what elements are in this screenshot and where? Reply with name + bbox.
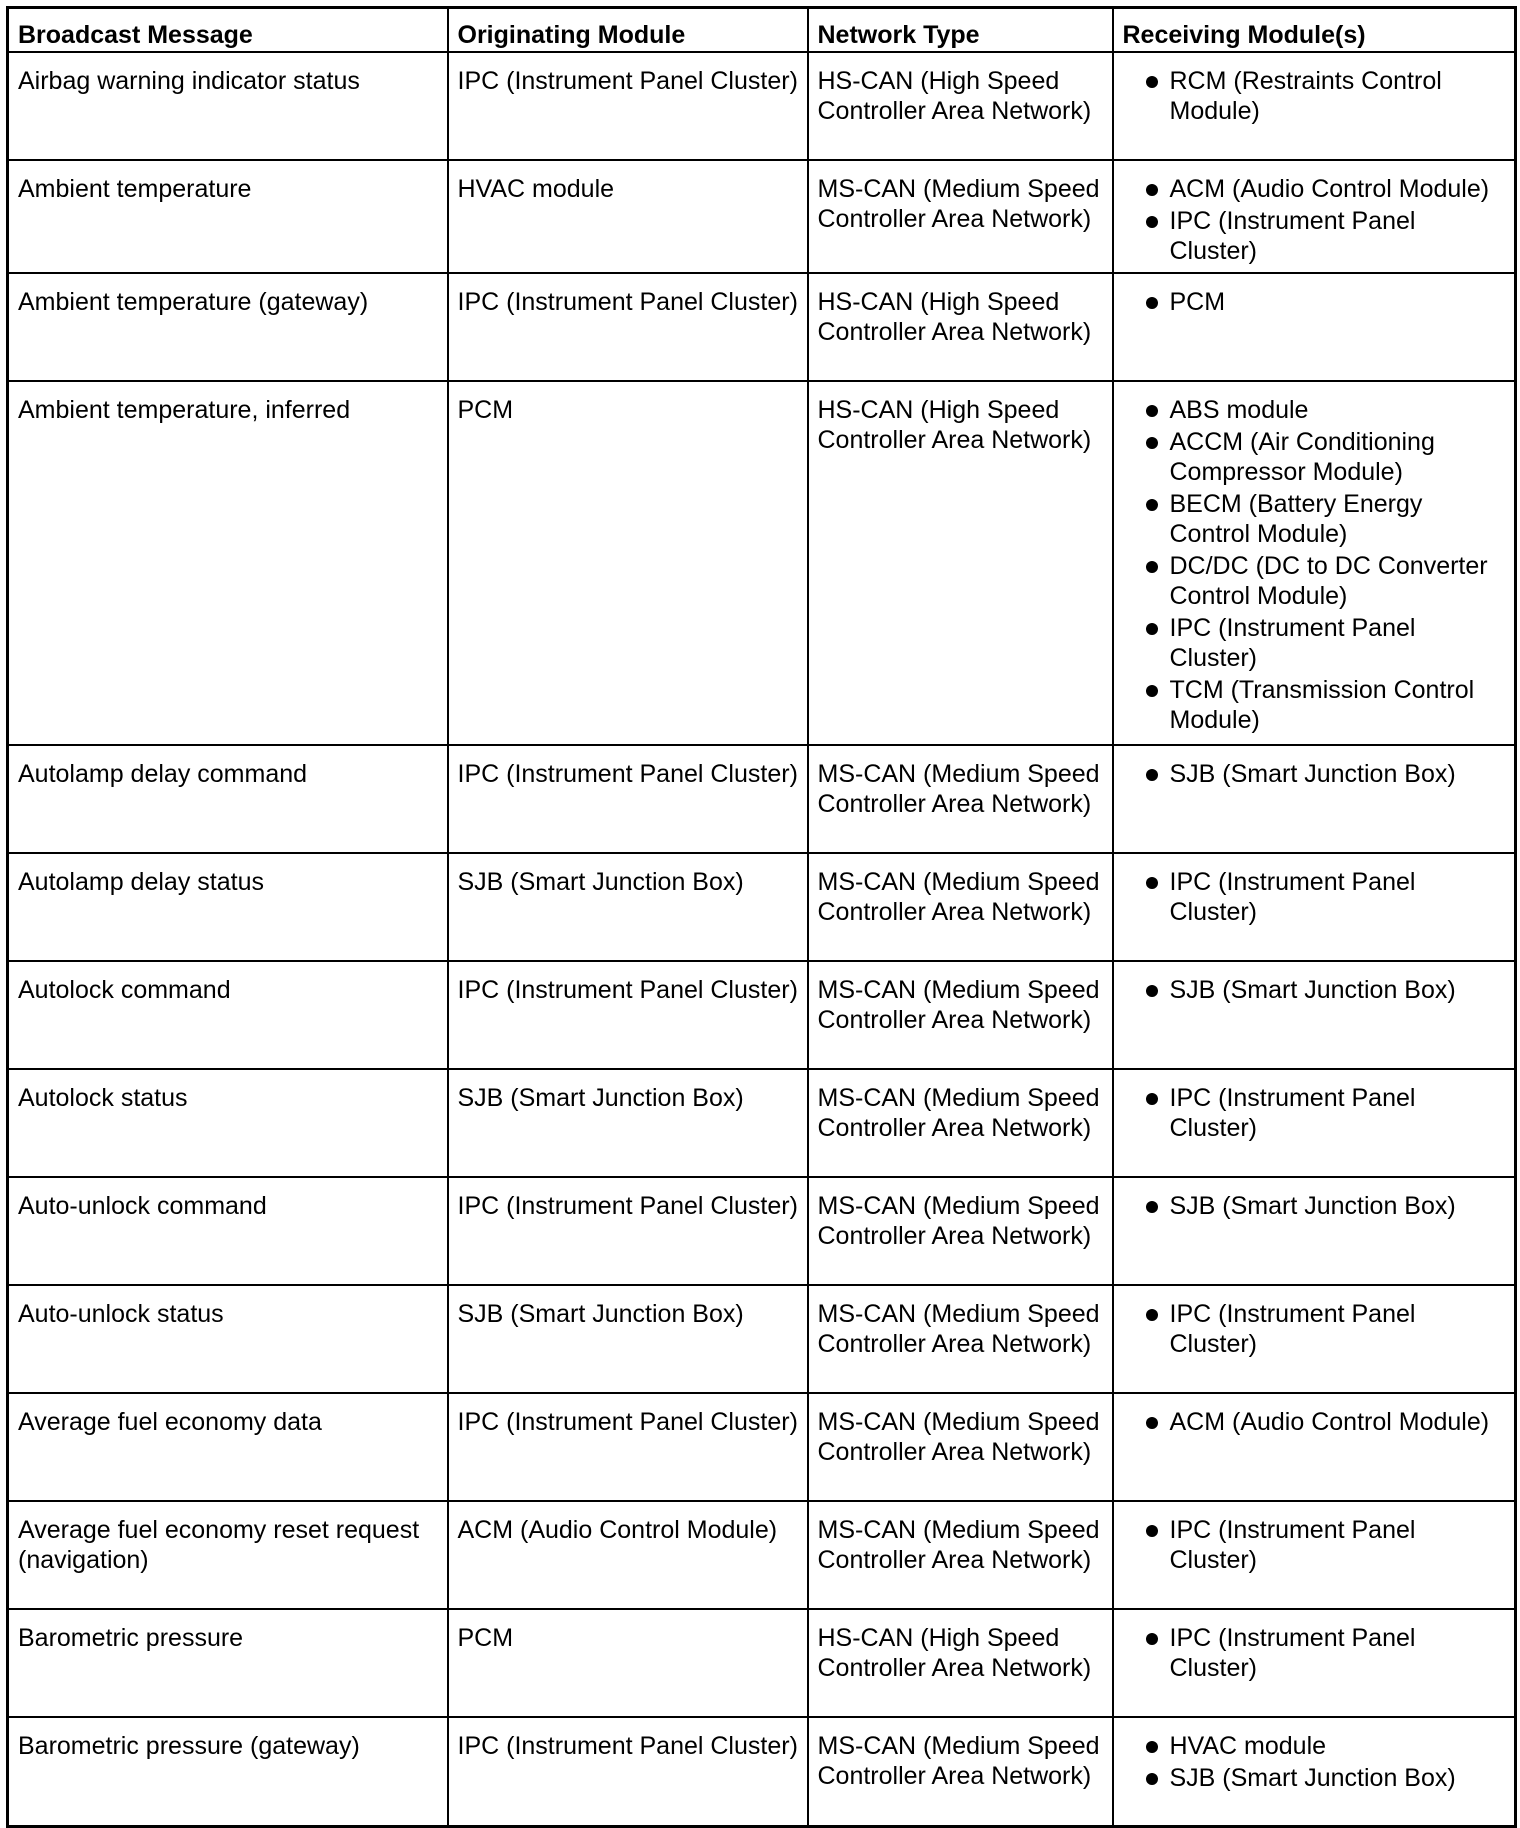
receiving-module-item bbox=[1123, 759, 1507, 789]
cell-receiving-modules bbox=[1113, 1285, 1516, 1393]
cell-originating-module: IPC (Instrument Panel Cluster) bbox=[448, 961, 808, 1069]
receiving-module-item bbox=[1123, 613, 1507, 673]
cell-broadcast-message: Autolamp delay command bbox=[8, 745, 448, 853]
cell-network-type: MS-CAN (Medium Speed Controller Area Network) bbox=[808, 1069, 1113, 1177]
cell-network-type: HS-CAN (High Speed Controller Area Network) bbox=[808, 381, 1113, 745]
cell-receiving-modules bbox=[1113, 1393, 1516, 1501]
receiving-module-label: ACM (Audio Control Module) bbox=[1169, 174, 1490, 203]
table-row bbox=[8, 745, 1516, 853]
cell-broadcast-message: Airbag warning indicator status bbox=[8, 52, 448, 160]
bullet-icon bbox=[1146, 76, 1158, 88]
receiving-module-item bbox=[1123, 489, 1507, 549]
receiving-module-list bbox=[1123, 66, 1507, 126]
cell-network-type: MS-CAN (Medium Speed Controller Area Network) bbox=[808, 745, 1113, 853]
cell-network-type: HS-CAN (High Speed Controller Area Network) bbox=[808, 273, 1113, 381]
bullet-icon bbox=[1146, 1093, 1158, 1105]
receiving-module-label: IPC (Instrument Panel Cluster) bbox=[1169, 1299, 1416, 1358]
table-row bbox=[8, 1069, 1516, 1177]
cell-receiving-modules bbox=[1113, 961, 1516, 1069]
receiving-module-item bbox=[1123, 427, 1507, 487]
cell-receiving-modules bbox=[1113, 1177, 1516, 1285]
cell-receiving-modules bbox=[1113, 160, 1516, 273]
receiving-module-list bbox=[1123, 1731, 1507, 1793]
receiving-module-label: TCM (Transmission Control Module) bbox=[1169, 675, 1475, 734]
receiving-module-list bbox=[1123, 1407, 1507, 1437]
bullet-icon bbox=[1146, 297, 1158, 309]
table-row bbox=[8, 381, 1516, 745]
bullet-icon bbox=[1146, 184, 1158, 196]
cell-receiving-modules bbox=[1113, 745, 1516, 853]
receiving-module-label: RCM (Restraints Control Module) bbox=[1169, 66, 1442, 125]
cell-originating-module: IPC (Instrument Panel Cluster) bbox=[448, 273, 808, 381]
cell-originating-module: HVAC module bbox=[448, 160, 808, 273]
cell-receiving-modules bbox=[1113, 1609, 1516, 1717]
bullet-icon bbox=[1146, 1201, 1158, 1213]
receiving-module-item bbox=[1123, 66, 1507, 126]
cell-receiving-modules bbox=[1113, 1069, 1516, 1177]
receiving-module-item bbox=[1123, 975, 1507, 1005]
cell-receiving-modules bbox=[1113, 381, 1516, 745]
receiving-module-label: IPC (Instrument Panel Cluster) bbox=[1169, 206, 1416, 265]
receiving-module-label: IPC (Instrument Panel Cluster) bbox=[1169, 613, 1416, 672]
bullet-icon bbox=[1146, 623, 1158, 635]
cell-broadcast-message: Autolamp delay status bbox=[8, 853, 448, 961]
cell-network-type: MS-CAN (Medium Speed Controller Area Network) bbox=[808, 1717, 1113, 1827]
receiving-module-label: ABS module bbox=[1169, 395, 1309, 424]
receiving-module-label: IPC (Instrument Panel Cluster) bbox=[1169, 1083, 1416, 1142]
cell-broadcast-message: Barometric pressure (gateway) bbox=[8, 1717, 448, 1827]
cell-network-type: MS-CAN (Medium Speed Controller Area Network) bbox=[808, 1393, 1113, 1501]
cell-broadcast-message: Average fuel economy reset request (navigation) bbox=[8, 1501, 448, 1609]
cell-receiving-modules bbox=[1113, 52, 1516, 160]
table-header-row bbox=[8, 8, 1516, 52]
cell-originating-module: SJB (Smart Junction Box) bbox=[448, 1285, 808, 1393]
header-receiving-modules: Receiving Module(s) bbox=[1113, 8, 1516, 52]
receiving-module-item bbox=[1123, 1407, 1507, 1437]
receiving-module-label: DC/DC (DC to DC Converter Control Module) bbox=[1169, 551, 1488, 610]
cell-broadcast-message: Ambient temperature bbox=[8, 160, 448, 273]
receiving-module-label: SJB (Smart Junction Box) bbox=[1169, 1763, 1456, 1792]
table-row bbox=[8, 1717, 1516, 1827]
receiving-module-label: SJB (Smart Junction Box) bbox=[1169, 759, 1456, 788]
table-row bbox=[8, 160, 1516, 273]
receiving-module-item bbox=[1123, 206, 1507, 266]
broadcast-message-table bbox=[6, 6, 1517, 1828]
receiving-module-list bbox=[1123, 1299, 1507, 1359]
cell-originating-module: ACM (Audio Control Module) bbox=[448, 1501, 808, 1609]
cell-receiving-modules bbox=[1113, 1501, 1516, 1609]
cell-network-type: MS-CAN (Medium Speed Controller Area Network) bbox=[808, 160, 1113, 273]
bullet-icon bbox=[1146, 1417, 1158, 1429]
receiving-module-label: SJB (Smart Junction Box) bbox=[1169, 975, 1456, 1004]
receiving-module-label: IPC (Instrument Panel Cluster) bbox=[1169, 867, 1416, 926]
receiving-module-label: ACM (Audio Control Module) bbox=[1169, 1407, 1490, 1436]
cell-network-type: MS-CAN (Medium Speed Controller Area Network) bbox=[808, 1285, 1113, 1393]
bullet-icon bbox=[1146, 1741, 1158, 1753]
cell-originating-module: IPC (Instrument Panel Cluster) bbox=[448, 52, 808, 160]
receiving-module-list bbox=[1123, 1191, 1507, 1221]
receiving-module-item bbox=[1123, 551, 1507, 611]
table-row bbox=[8, 1177, 1516, 1285]
receiving-module-list bbox=[1123, 975, 1507, 1005]
bullet-icon bbox=[1146, 985, 1158, 997]
table-row bbox=[8, 1609, 1516, 1717]
receiving-module-label: SJB (Smart Junction Box) bbox=[1169, 1191, 1456, 1220]
cell-broadcast-message: Average fuel economy data bbox=[8, 1393, 448, 1501]
bullet-icon bbox=[1146, 405, 1158, 417]
receiving-module-list bbox=[1123, 1515, 1507, 1575]
receiving-module-list bbox=[1123, 759, 1507, 789]
cell-network-type: MS-CAN (Medium Speed Controller Area Network) bbox=[808, 961, 1113, 1069]
receiving-module-label: PCM bbox=[1169, 287, 1226, 316]
receiving-module-item bbox=[1123, 1763, 1507, 1793]
bullet-icon bbox=[1146, 769, 1158, 781]
cell-originating-module: SJB (Smart Junction Box) bbox=[448, 1069, 808, 1177]
cell-receiving-modules bbox=[1113, 1717, 1516, 1827]
cell-originating-module: IPC (Instrument Panel Cluster) bbox=[448, 1717, 808, 1827]
bullet-icon bbox=[1146, 499, 1158, 511]
receiving-module-item bbox=[1123, 1083, 1507, 1143]
table-row bbox=[8, 1393, 1516, 1501]
cell-receiving-modules bbox=[1113, 853, 1516, 961]
cell-broadcast-message: Auto-unlock command bbox=[8, 1177, 448, 1285]
cell-broadcast-message: Autolock command bbox=[8, 961, 448, 1069]
table-row bbox=[8, 1501, 1516, 1609]
receiving-module-item bbox=[1123, 1191, 1507, 1221]
bullet-icon bbox=[1146, 877, 1158, 889]
receiving-module-list bbox=[1123, 287, 1507, 317]
receiving-module-item bbox=[1123, 1623, 1507, 1683]
cell-broadcast-message: Ambient temperature, inferred bbox=[8, 381, 448, 745]
receiving-module-item bbox=[1123, 1299, 1507, 1359]
cell-broadcast-message: Autolock status bbox=[8, 1069, 448, 1177]
cell-broadcast-message: Auto-unlock status bbox=[8, 1285, 448, 1393]
table-row bbox=[8, 853, 1516, 961]
cell-originating-module: SJB (Smart Junction Box) bbox=[448, 853, 808, 961]
cell-network-type: MS-CAN (Medium Speed Controller Area Network) bbox=[808, 853, 1113, 961]
table-body bbox=[8, 52, 1516, 1827]
cell-broadcast-message: Barometric pressure bbox=[8, 1609, 448, 1717]
header-originating-module: Originating Module bbox=[448, 8, 808, 52]
receiving-module-label: ACCM (Air Conditioning Compressor Module) bbox=[1169, 427, 1435, 486]
cell-originating-module: IPC (Instrument Panel Cluster) bbox=[448, 1177, 808, 1285]
header-broadcast-message: Broadcast Message bbox=[8, 8, 448, 52]
bullet-icon bbox=[1146, 1525, 1158, 1537]
receiving-module-item bbox=[1123, 395, 1507, 425]
receiving-module-list bbox=[1123, 395, 1507, 735]
bullet-icon bbox=[1146, 216, 1158, 228]
bullet-icon bbox=[1146, 561, 1158, 573]
table-row bbox=[8, 52, 1516, 160]
cell-broadcast-message: Ambient temperature (gateway) bbox=[8, 273, 448, 381]
receiving-module-label: IPC (Instrument Panel Cluster) bbox=[1169, 1515, 1416, 1574]
cell-network-type: HS-CAN (High Speed Controller Area Network) bbox=[808, 1609, 1113, 1717]
receiving-module-list bbox=[1123, 1083, 1507, 1143]
cell-originating-module: IPC (Instrument Panel Cluster) bbox=[448, 1393, 808, 1501]
bullet-icon bbox=[1146, 1773, 1158, 1785]
receiving-module-list bbox=[1123, 174, 1507, 266]
table-row bbox=[8, 961, 1516, 1069]
bullet-icon bbox=[1146, 437, 1158, 449]
bullet-icon bbox=[1146, 685, 1158, 697]
receiving-module-label: IPC (Instrument Panel Cluster) bbox=[1169, 1623, 1416, 1682]
cell-receiving-modules bbox=[1113, 273, 1516, 381]
cell-originating-module: IPC (Instrument Panel Cluster) bbox=[448, 745, 808, 853]
table-row bbox=[8, 1285, 1516, 1393]
header-network-type: Network Type bbox=[808, 8, 1113, 52]
receiving-module-item bbox=[1123, 1731, 1507, 1761]
receiving-module-list bbox=[1123, 1623, 1507, 1683]
receiving-module-item bbox=[1123, 867, 1507, 927]
cell-network-type: HS-CAN (High Speed Controller Area Network) bbox=[808, 52, 1113, 160]
receiving-module-item bbox=[1123, 287, 1507, 317]
table-row bbox=[8, 273, 1516, 381]
bullet-icon bbox=[1146, 1309, 1158, 1321]
bullet-icon bbox=[1146, 1633, 1158, 1645]
cell-originating-module: PCM bbox=[448, 1609, 808, 1717]
receiving-module-item bbox=[1123, 675, 1507, 735]
receiving-module-item bbox=[1123, 1515, 1507, 1575]
receiving-module-item bbox=[1123, 174, 1507, 204]
receiving-module-list bbox=[1123, 867, 1507, 927]
receiving-module-label: BECM (Battery Energy Control Module) bbox=[1169, 489, 1423, 548]
receiving-module-label: HVAC module bbox=[1169, 1731, 1327, 1760]
cell-network-type: MS-CAN (Medium Speed Controller Area Network) bbox=[808, 1501, 1113, 1609]
cell-originating-module: PCM bbox=[448, 381, 808, 745]
cell-network-type: MS-CAN (Medium Speed Controller Area Network) bbox=[808, 1177, 1113, 1285]
